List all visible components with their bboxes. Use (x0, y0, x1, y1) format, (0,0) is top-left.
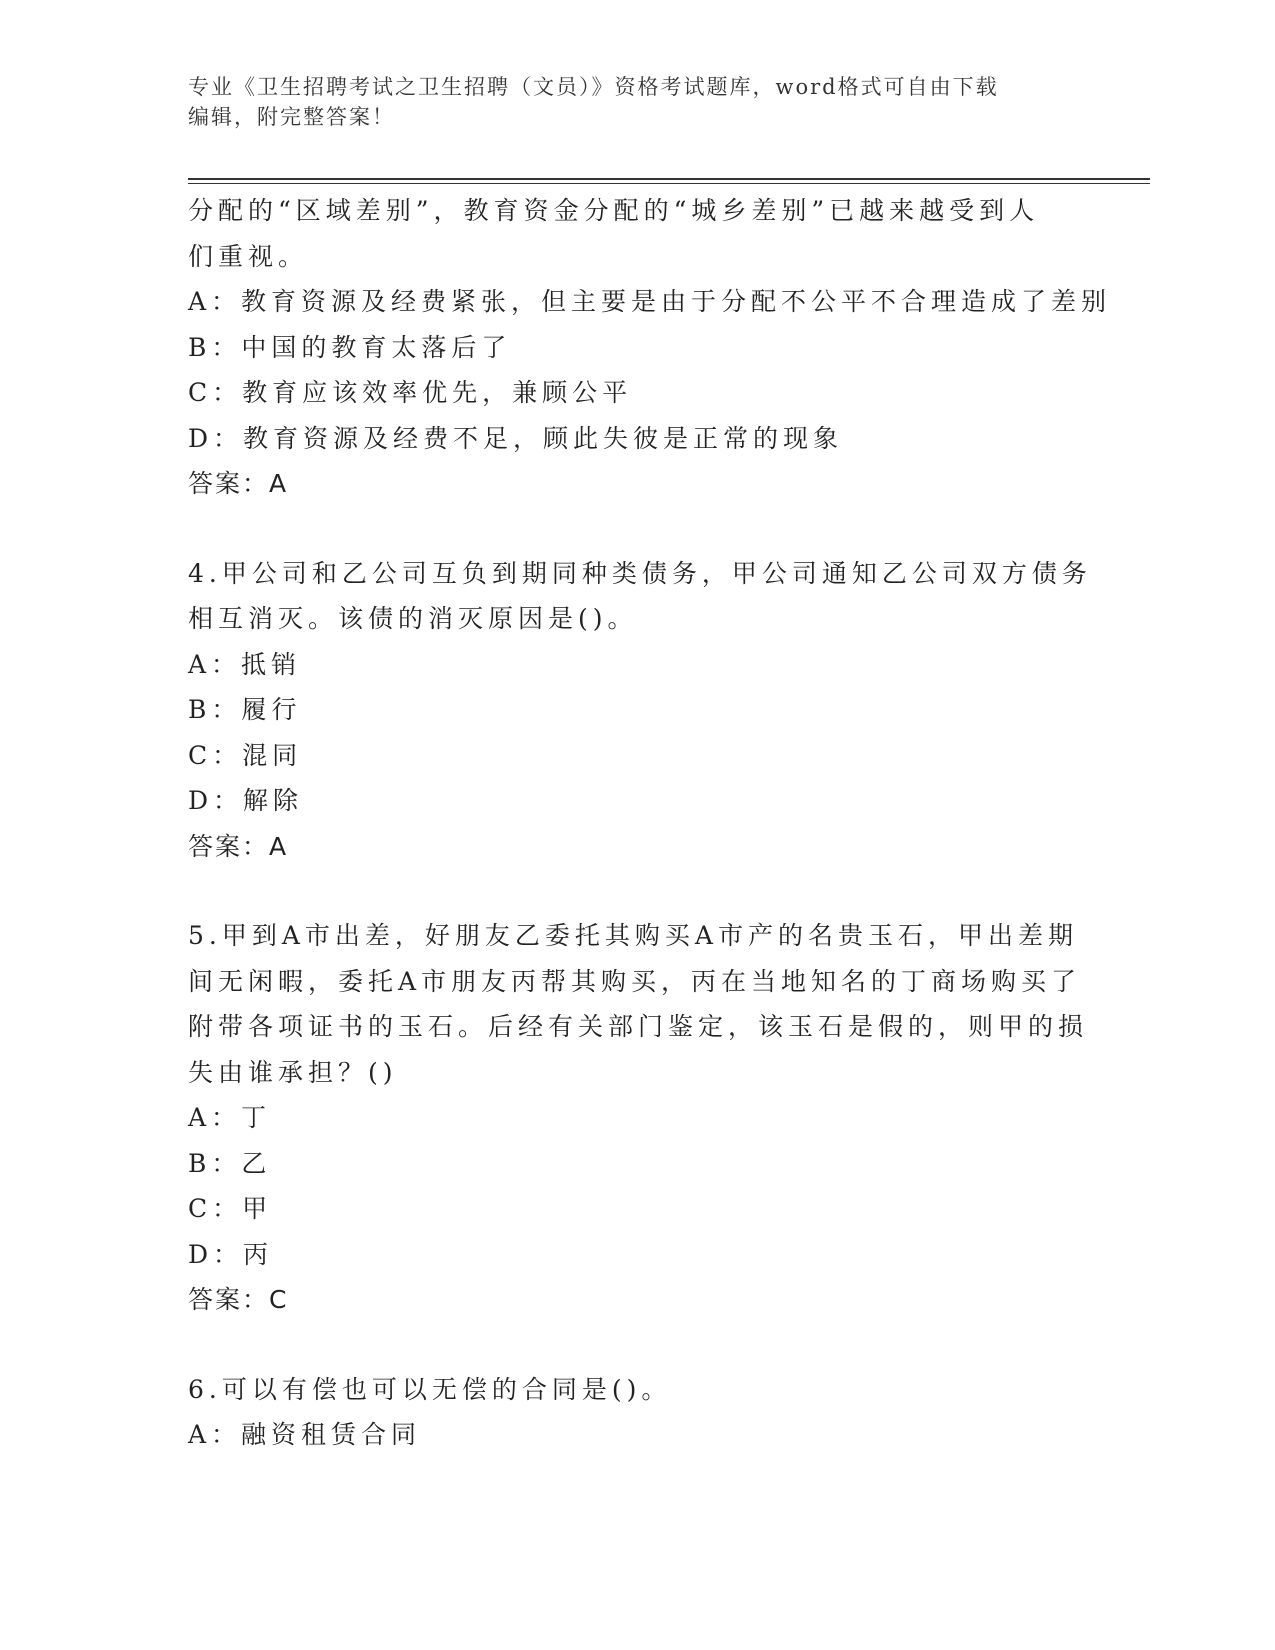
question-text-line: 6.可以有偿也可以无偿的合同是()。 (188, 1374, 672, 1404)
question-text-line: 失由谁承担？() (188, 1057, 398, 1087)
question-continued (188, 188, 1112, 507)
document-header (188, 72, 1068, 132)
answer-line: 答案：A (188, 831, 289, 861)
option-b: B：中国的教育太落后了 (188, 332, 512, 362)
question-text-line: 相互消灭。该债的消灭原因是()。 (188, 604, 638, 633)
option-d: D：教育资源及经费不足，顾此失彼是正常的现象 (188, 423, 844, 453)
answer-line: 答案：C (188, 1285, 289, 1314)
header-divider-thin (188, 183, 1150, 184)
question-text-line: 5.甲到A市出差，好朋友乙委托其购买A市产的名贵玉石，甲出差期 (188, 921, 1078, 950)
question-5 (188, 913, 1088, 1323)
header-divider-thick (188, 178, 1150, 180)
option-c: C：混同 (188, 740, 303, 770)
question-text-line: 附带各项证书的玉石。后经有关部门鉴定，该玉石是假的，则甲的损 (188, 1012, 1089, 1041)
question-6 (188, 1367, 1088, 1458)
answer-line: 答案：A (188, 469, 289, 498)
option-c: C：教育应该效率优先，兼顾公平 (188, 378, 633, 407)
question-text-line: 分配的“区域差别”，教育资金分配的“城乡差别”已越来越受到人 (188, 196, 1040, 225)
option-d: D：解除 (188, 786, 304, 815)
option-b: B：乙 (188, 1148, 272, 1178)
option-d: D：丙 (188, 1239, 274, 1269)
header-line-2: 编辑，附完整答案！ (188, 105, 395, 129)
option-a: A：抵销 (188, 649, 302, 679)
question-text-line: 间无闲暇，委托A市朋友丙帮其购买，丙在当地知名的丁商场购买了 (188, 966, 1082, 996)
header-line-1: 专业《卫生招聘考试之卫生招聘（文员）》资格考试题库，word格式可自由下载 (188, 75, 999, 99)
question-4 (188, 551, 1092, 870)
option-b: B：履行 (188, 695, 302, 724)
option-a: A：教育资源及经费紧张，但主要是由于分配不公平不合理造成了差别 (188, 287, 1112, 316)
option-a: A：融资租赁合同 (188, 1420, 422, 1449)
document-body (188, 188, 1112, 1458)
option-c: C：甲 (188, 1194, 273, 1223)
question-text-line: 4.甲公司和乙公司互负到期同种类债务，甲公司通知乙公司双方债务 (188, 558, 1092, 588)
question-text-line: 们重视。 (188, 241, 309, 271)
option-a: A：丁 (188, 1103, 272, 1132)
